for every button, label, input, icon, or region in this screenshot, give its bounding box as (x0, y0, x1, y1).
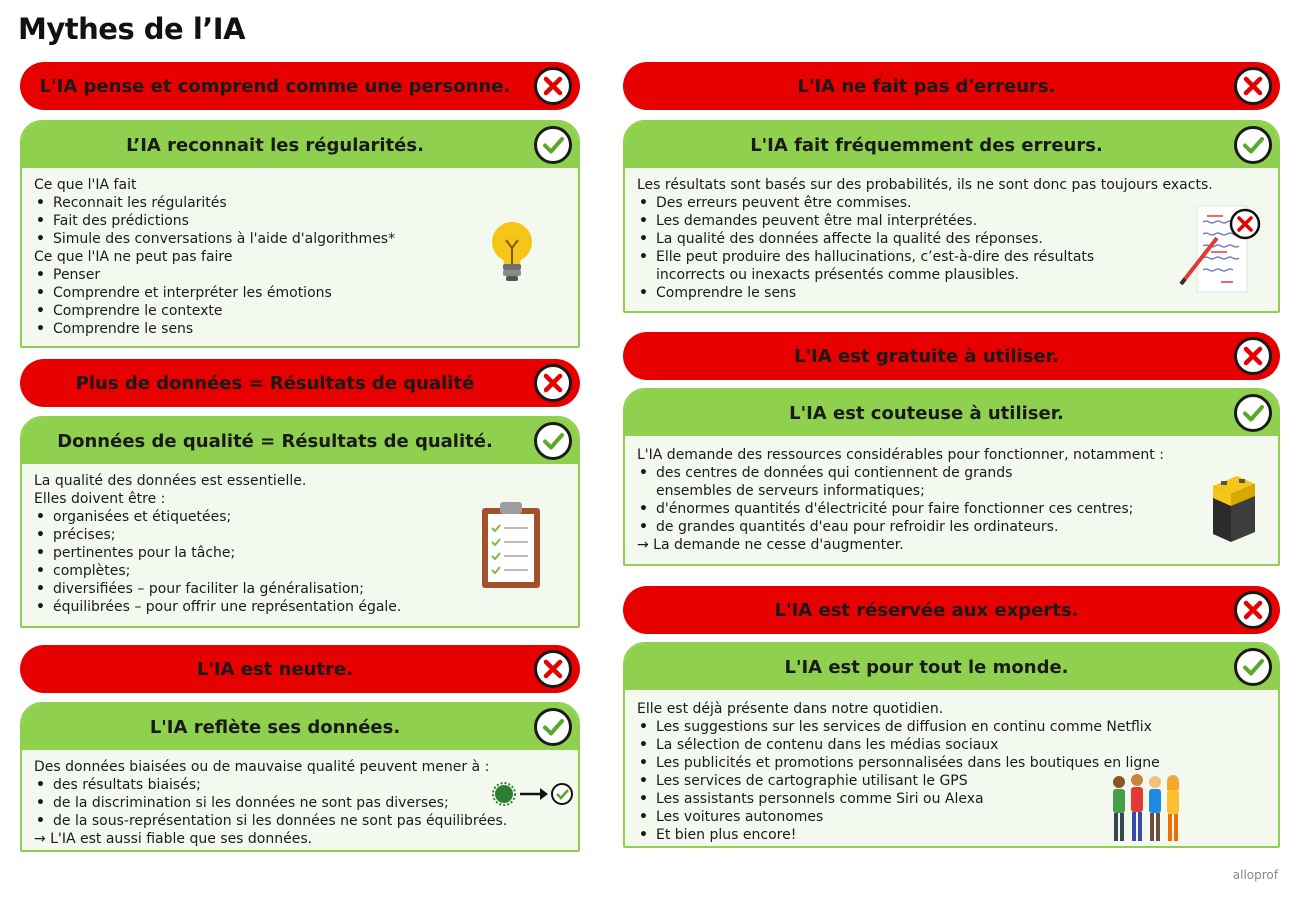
truth-bar (22, 418, 578, 464)
list-item: • pertinentes pour la tâche; (34, 544, 566, 562)
left-column (20, 0, 580, 900)
list-item: • Les voitures autonomes (637, 808, 1266, 826)
list-item: • Les publicités et promotions personnalisées dans les boutiques en ligne (637, 754, 1266, 772)
correct-check-icon (1234, 126, 1272, 164)
corrected-document-icon (1177, 202, 1261, 298)
wrong-x-icon (534, 67, 572, 105)
truth-bar (22, 704, 578, 750)
data-to-check-icon (492, 780, 576, 808)
intro-line: La qualité des données est essentielle. (34, 473, 307, 489)
myth-bar-free (623, 332, 1280, 380)
intro-line: Elles doivent être : (34, 491, 166, 507)
list-item: • Comprendre le sens (34, 320, 566, 338)
list-item: • de la sous-représentation si les données ne sont pas équilibrées. (34, 812, 566, 830)
truth-text: L’IA reconnait les régularités. (126, 134, 424, 156)
truth-bar (625, 390, 1278, 436)
myth-text: Plus de données = Résultats de qualité (75, 372, 475, 394)
list-item: • Les demandes peuvent être mal interprétées. (637, 212, 1266, 230)
brand-logo: alloprof (1232, 868, 1278, 882)
myth-bar-thinks-like-person (20, 62, 580, 110)
truth-card-frequent-errors (623, 120, 1280, 313)
bullet-list (34, 776, 566, 830)
truth-text: L'IA est pour tout le monde. (784, 656, 1069, 678)
list-item: • de la discrimination si les données ne sont pas diverses; (34, 794, 566, 812)
list-item: • Les suggestions sur les services de diffusion en continu comme Netflix (637, 718, 1266, 736)
list-item: • de grandes quantités d'eau pour refroidir les ordinateurs. (637, 518, 1266, 536)
intro-line: Des données biaisées ou de mauvaise qualité peuvent mener à : (34, 759, 490, 775)
wrong-x-icon (1234, 67, 1272, 105)
list-item: • diversifiées – pour faciliter la généralisation; (34, 580, 566, 598)
list-item: • La qualité des données affecte la qualité des réponses. (637, 230, 1266, 248)
bullet-list (637, 194, 1266, 302)
list-item: • La sélection de contenu dans les médias sociaux (637, 736, 1266, 754)
list-item: • organisées et étiquetées; (34, 508, 566, 526)
group-of-people-icon (1107, 772, 1187, 844)
truth-bar (625, 122, 1278, 168)
list-item: • Simule des conversations à l'aide d'algorithmes* (34, 230, 566, 248)
intro-line: Elle est déjà présente dans notre quotidien. (637, 701, 944, 717)
truth-card-regularities (20, 120, 580, 348)
list-item: • d'énormes quantités d'électricité pour faire fonctionner ces centres; (637, 500, 1266, 518)
myth-text: L'IA est gratuite à utiliser. (794, 345, 1059, 367)
wrong-x-icon (1234, 337, 1272, 375)
list-item: • Reconnait les régularités (34, 194, 566, 212)
battery-icon (1209, 472, 1259, 544)
list-item: • Les assistants personnels comme Siri ou Alexa (637, 790, 1266, 808)
card-body (625, 436, 1278, 554)
correct-check-icon (534, 708, 572, 746)
myth-text: L'IA est réservée aux experts. (774, 599, 1079, 621)
bullet-list (637, 464, 1266, 536)
clipboard-checklist-icon (478, 498, 544, 590)
truth-bar (22, 122, 578, 168)
list-item: • Comprendre et interpréter les émotions (34, 284, 566, 302)
wrong-x-icon (534, 364, 572, 402)
correct-check-icon (1234, 648, 1272, 686)
page-title: Mythes de l’IA (18, 12, 246, 46)
truth-text: L'IA est couteuse à utiliser. (789, 402, 1064, 424)
correct-check-icon (534, 126, 572, 164)
wrong-x-icon (534, 650, 572, 688)
truth-bar (625, 644, 1278, 690)
myth-bar-neutral (20, 645, 580, 693)
truth-card-reflects-data (20, 702, 580, 852)
correct-check-icon (1234, 394, 1272, 432)
truth-card-costly (623, 388, 1280, 566)
list-item: • Elle peut produire des hallucinations, c’est-à-dire des résultats (637, 248, 1266, 266)
right-column (623, 0, 1280, 900)
list-item: • Comprendre le contexte (34, 302, 566, 320)
list-item: • Fait des prédictions (34, 212, 566, 230)
list-item: • complètes; (34, 562, 566, 580)
myth-bar-more-data (20, 359, 580, 407)
correct-check-icon (534, 422, 572, 460)
myth-text: L'IA ne fait pas d'erreurs. (797, 75, 1056, 97)
list-item: • Et bien plus encore! (637, 826, 1266, 844)
list-item: • précises; (34, 526, 566, 544)
myth-bar-experts (623, 586, 1280, 634)
myth-text: L'IA pense et comprend comme une personne. (39, 75, 511, 97)
conclusion-line: → L'IA est aussi fiable que ses données. (34, 831, 313, 847)
group-heading: Ce que l'IA fait (34, 177, 137, 193)
truth-card-everyone (623, 642, 1280, 848)
list-item-continuation: incorrects ou inexacts présentés comme plausibles. (656, 267, 1020, 283)
myth-bar-no-errors (623, 62, 1280, 110)
truth-text: Données de qualité = Résultats de qualité. (57, 430, 493, 452)
lightbulb-icon (484, 218, 540, 290)
intro-line: L'IA demande des ressources considérables pour fonctionner, notamment : (637, 447, 1164, 463)
list-item-continuation: ensembles de serveurs informatiques; (656, 483, 925, 499)
list-item: • Penser (34, 266, 566, 284)
myth-text: L'IA est neutre. (196, 658, 354, 680)
list-item: • des centres de données qui contiennent de grands (637, 464, 1266, 482)
list-item: • Des erreurs peuvent être commises. (637, 194, 1266, 212)
conclusion-line: → La demande ne cesse d'augmenter. (637, 537, 904, 553)
truth-text: L'IA reflète ses données. (149, 716, 401, 738)
intro-line: Les résultats sont basés sur des probabilités, ils ne sont donc pas toujours exacts. (637, 177, 1213, 193)
truth-card-quality-data (20, 416, 580, 628)
list-item: • des résultats biaisés; (34, 776, 566, 794)
group-heading: Ce que l'IA ne peut pas faire (34, 249, 233, 265)
list-item: • Les services de cartographie utilisant le GPS (637, 772, 1266, 790)
wrong-x-icon (1234, 591, 1272, 629)
list-item: • équilibrées – pour offrir une représentation égale. (34, 598, 566, 616)
list-item: • Comprendre le sens (637, 284, 1266, 302)
truth-text: L'IA fait fréquemment des erreurs. (750, 134, 1103, 156)
